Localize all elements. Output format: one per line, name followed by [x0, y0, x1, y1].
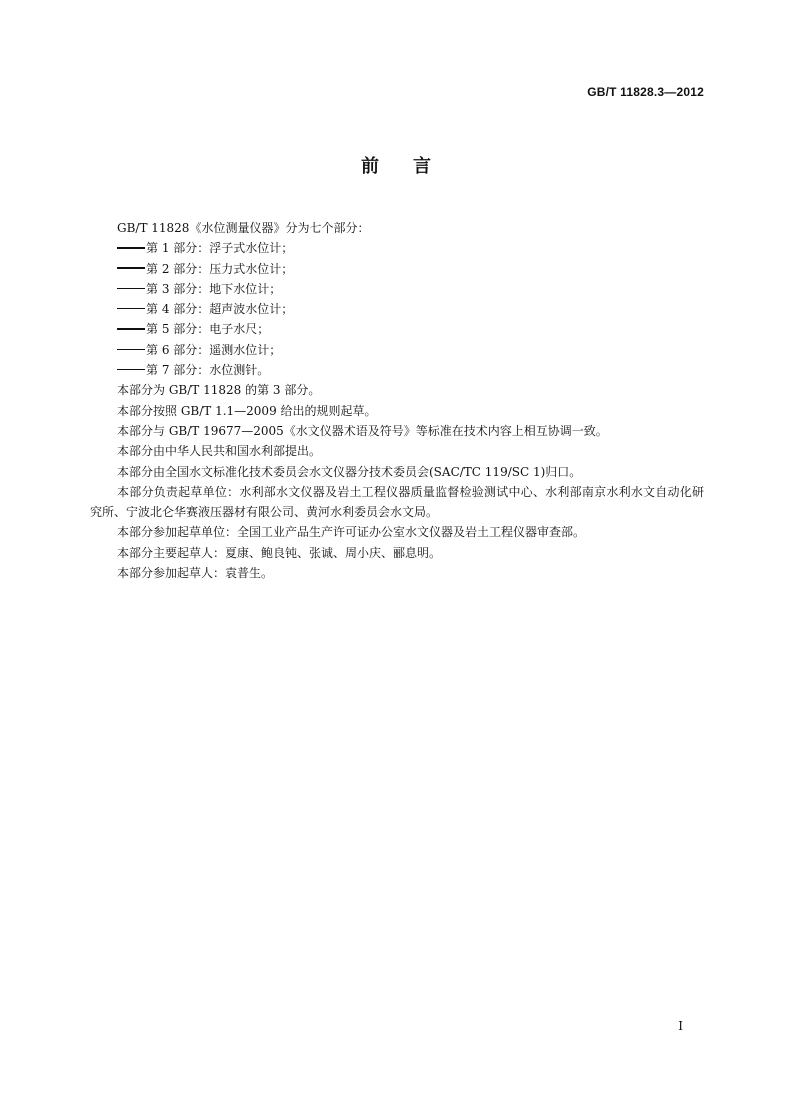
- paragraph: 本部分为 GB/T 11828 的第 3 部分。: [117, 383, 321, 398]
- paragraph: 本部分与 GB/T 19677—2005《水文仪器术语及符号》等标准在技术内容上相互协调一致。: [117, 423, 608, 438]
- list-item-text: 第 5 部分：电子水尺；: [146, 322, 270, 337]
- document-code: GB/T 11828.3—2012: [587, 85, 704, 99]
- list-item: [90, 259, 704, 279]
- list-item: [90, 360, 704, 380]
- paragraph: 本部分负责起草单位：水利部水文仪器及岩土工程仪器质量监督检验测试中心、水利部南京水利水文自动化研究所、宁波北仑华赛液压器材有限公司、黄河水利委员会水文局。: [90, 484, 704, 520]
- list-item: [90, 340, 704, 360]
- list-item: [90, 319, 704, 339]
- paragraph: 本部分主要起草人：夏康、鲍良钝、张诚、周小庆、郦息明。: [117, 545, 442, 560]
- list-item: [90, 299, 704, 319]
- list-item-text: 第 4 部分：超声波水位计；: [146, 302, 294, 317]
- list-item-text: 第 7 部分：水位测针。: [146, 363, 270, 378]
- list-item-text: 第 1 部分：浮子式水位计；: [146, 241, 294, 256]
- em-dash: [117, 308, 145, 310]
- page-number: I: [678, 1019, 683, 1033]
- intro-paragraph: GB/T 11828《水位测量仪器》分为七个部分：: [117, 221, 370, 235]
- em-dash: [117, 247, 145, 249]
- em-dash: [117, 288, 145, 290]
- em-dash: [117, 267, 145, 269]
- list-item-text: 第 6 部分：遥测水位计；: [146, 342, 282, 357]
- list-item-text: 第 2 部分：压力式水位计；: [146, 261, 294, 276]
- paragraph: 本部分按照 GB/T 1.1—2009 给出的规则起草。: [117, 403, 377, 418]
- paragraph: 本部分由中华人民共和国水利部提出。: [117, 444, 322, 459]
- page-title: 前言: [361, 156, 465, 177]
- em-dash: [117, 328, 145, 330]
- paragraph: 本部分参加起草人：袁普生。: [117, 566, 274, 581]
- paragraph: 本部分参加起草单位：全国工业产品生产许可证办公室水文仪器及岩土工程仪器审查部。: [117, 525, 586, 540]
- em-dash: [117, 349, 145, 351]
- foreword-body: [90, 218, 704, 583]
- em-dash: [117, 369, 145, 371]
- list-item: [90, 279, 704, 299]
- list-item-text: 第 3 部分：地下水位计；: [146, 281, 282, 296]
- list-item: [90, 238, 704, 258]
- paragraph: 本部分由全国水文标准化技术委员会水文仪器分技术委员会(SAC/TC 119/SC 1)归口。: [117, 464, 582, 479]
